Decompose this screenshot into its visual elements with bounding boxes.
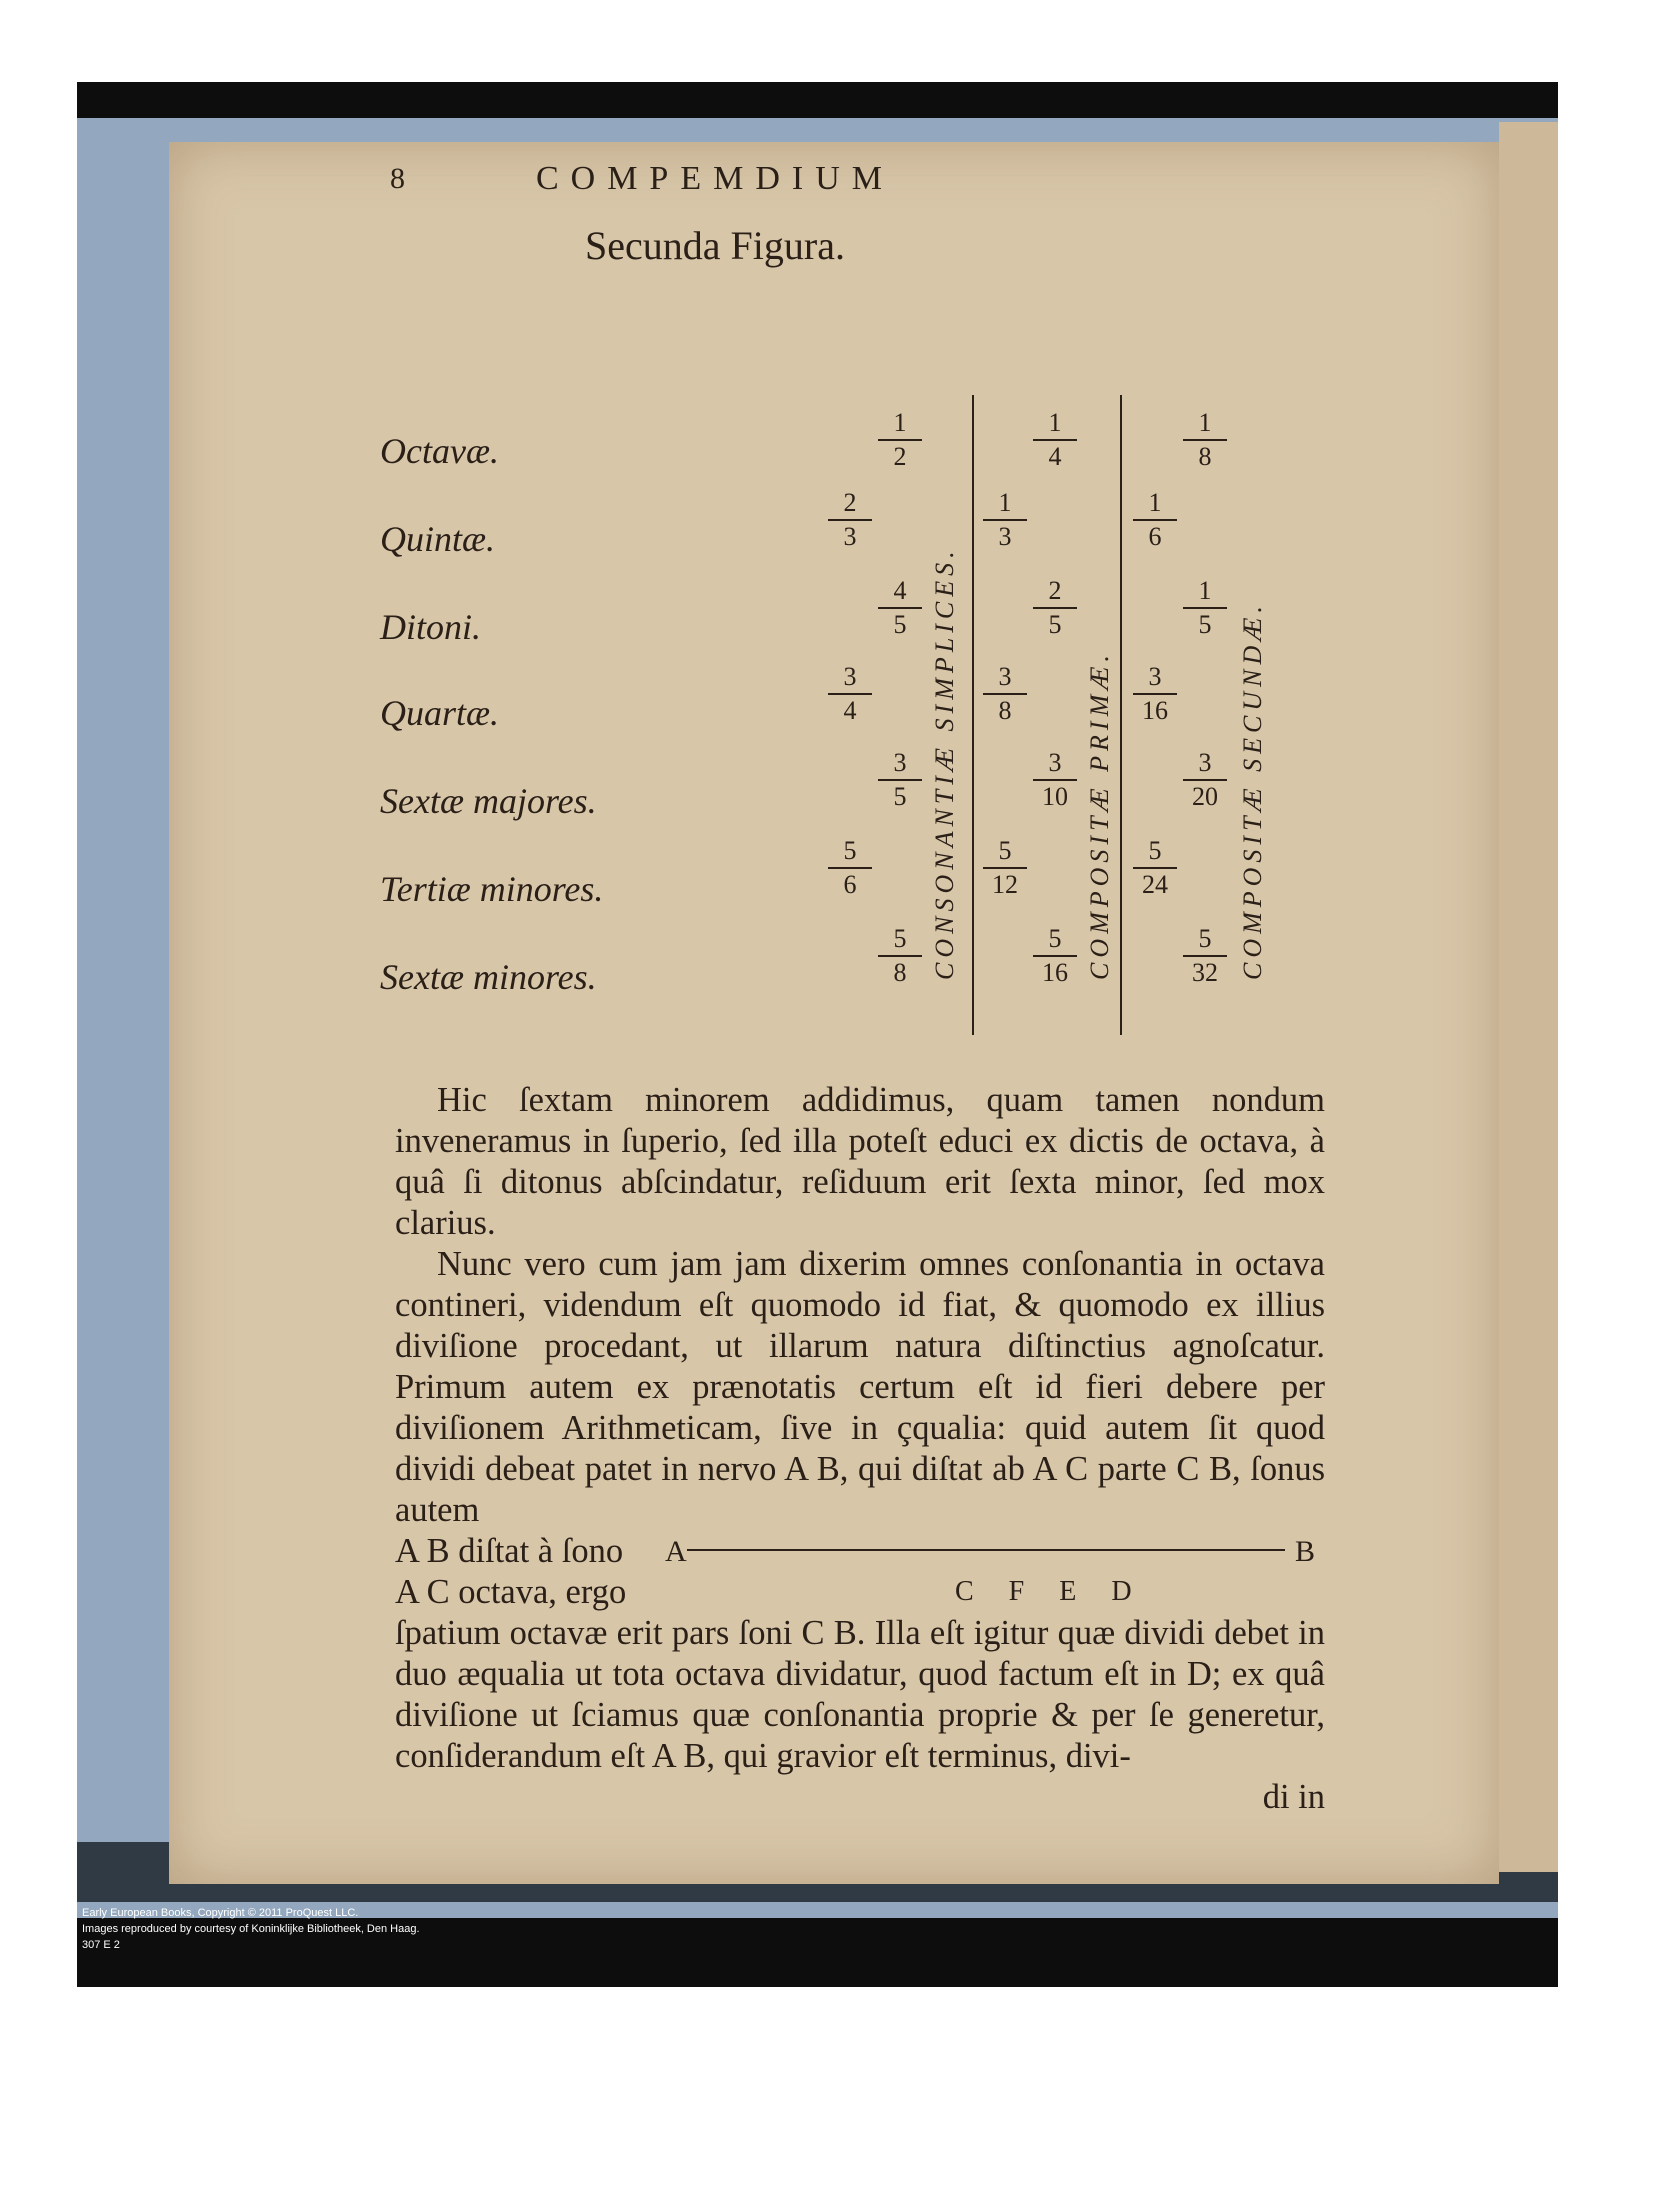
interval-label: Quintæ. — [380, 519, 496, 559]
ratio — [1025, 576, 1085, 640]
ratio — [1025, 408, 1085, 472]
ratio — [870, 748, 930, 812]
paragraph: ſpatium octavæ erit pars ſoni C B. Illa eſt igitur quæ dividi debet in duo æqualia ut tota octava dividatur, quod factum eſt in D; ex quâ diviſione ut ſciamus quæ conſonantia proprie & per ſe generetur, conſiderandum eſt A B, qui gravior eſt terminus, divi- — [395, 1614, 1325, 1775]
body-text — [395, 1080, 1325, 1818]
text-with-diagram — [395, 1531, 1325, 1613]
figure-title: Secunda Figura. — [585, 223, 845, 268]
ratio-term: 5 — [893, 782, 907, 811]
fraction-bar — [1183, 607, 1227, 609]
interval-label: Sextæ majores. — [380, 781, 597, 821]
fraction-bar — [1183, 439, 1227, 441]
ratio-term: 5 — [1048, 924, 1062, 953]
fraction-bar — [878, 607, 922, 609]
ratio-term: 5 — [1148, 836, 1162, 865]
diagram-division-labels: C F E D — [955, 1576, 1146, 1607]
ratio-term: 1 — [1148, 488, 1162, 517]
ratio-term: 1 — [998, 488, 1012, 517]
ratio-term: 3 — [1198, 748, 1212, 777]
ratio-term: 1 — [1048, 408, 1062, 437]
diagram-label-b: B — [1294, 1535, 1315, 1568]
ratio — [870, 924, 930, 988]
ratio — [1175, 924, 1235, 988]
fraction-bar — [828, 519, 872, 521]
ratio-term: 20 — [1192, 782, 1218, 811]
ratio-term: 3 — [893, 748, 907, 777]
ratio — [1025, 924, 1085, 988]
ratio-term: 1 — [1198, 408, 1212, 437]
fraction-bar — [983, 693, 1027, 695]
ratio-term: 5 — [893, 924, 907, 953]
side-line: A C octava, ergo — [395, 1573, 627, 1611]
ratio-term: 4 — [1048, 442, 1062, 471]
ratio-term: 1 — [893, 408, 907, 437]
fraction-bar — [878, 439, 922, 441]
footer-line: 307 E 2 — [82, 1939, 120, 1951]
fraction-bar — [828, 693, 872, 695]
ratio-term: 2 — [843, 488, 857, 517]
ratio-term: 2 — [893, 442, 907, 471]
facing-page-edge — [1499, 122, 1558, 1872]
ratio-term: 24 — [1142, 870, 1168, 899]
interval-label: Quartæ. — [380, 693, 500, 733]
ratio-term: 3 — [843, 662, 857, 691]
ratio — [1125, 488, 1185, 552]
string-diagram — [665, 1531, 1325, 1613]
ratio — [1175, 748, 1235, 812]
ratio — [820, 836, 880, 900]
ratio — [870, 576, 930, 640]
ratio — [870, 408, 930, 472]
string-line — [687, 1549, 1285, 1551]
interval-label: Ditoni. — [380, 607, 482, 647]
fraction-bar — [983, 867, 1027, 869]
ratio — [1175, 576, 1235, 640]
ratio-term: 5 — [1198, 610, 1212, 639]
fraction-bar — [1033, 955, 1077, 957]
ratio-term: 6 — [843, 870, 857, 899]
column-divider — [1120, 395, 1122, 1035]
ratio-term: 5 — [843, 836, 857, 865]
paragraph: Hic ſextam minorem addidimus, quam tamen nondum inveneramus in ſuperio, ſed illa poteſt educi ex dictis de octava, à quâ ſi ditonus abſcindatur, reſiduum erit ſexta minor, ſed mox clarius. — [395, 1081, 1325, 1242]
fraction-bar — [1033, 607, 1077, 609]
ratio-term: 6 — [1148, 522, 1162, 551]
ratio-term: 5 — [1198, 924, 1212, 953]
ratio — [1125, 836, 1185, 900]
fraction-bar — [878, 955, 922, 957]
ratio-term: 2 — [1048, 576, 1062, 605]
footer-line: Early European Books, Copyright © 2011 ProQuest LLC. — [82, 1907, 359, 1919]
ratio-term: 8 — [1198, 442, 1212, 471]
ratio-term: 5 — [893, 610, 907, 639]
running-header: COMPEMDIUM — [535, 160, 895, 197]
fraction-bar — [1183, 955, 1227, 957]
vertical-label-secunda: COMPOSITÆ SECUNDÆ. — [1238, 601, 1267, 980]
fraction-bar — [1133, 693, 1177, 695]
footer-line: Images reproduced by courtesy of Koninklijke Bibliotheek, Den Haag. — [82, 1923, 420, 1935]
ratio-term: 32 — [1192, 958, 1218, 987]
interval-label: Sextæ minores. — [380, 957, 597, 997]
ratio-term: 10 — [1042, 782, 1068, 811]
vertical-label-prima: COMPOSITÆ PRIMÆ. — [1085, 650, 1114, 980]
ratio-term: 8 — [998, 696, 1012, 725]
fraction-bar — [1133, 519, 1177, 521]
ratio-term: 5 — [1048, 610, 1062, 639]
copyright-footer — [82, 1905, 420, 1953]
fraction-bar — [1033, 779, 1077, 781]
vertical-label-simplices: CONSONANTIÆ SIMPLICES. — [930, 546, 959, 980]
fraction-bar — [828, 867, 872, 869]
ratio — [975, 488, 1035, 552]
ratio-term: 16 — [1042, 958, 1068, 987]
paragraph: Nunc vero cum jam jam dixerim omnes conſonantia in octava contineri, videndum eſt quomodo id fiat, & quomodo ex illius diviſione procedant, ut illarum natura diſtinctius agnoſcatur. Primum autem ex prænotatis certum eſt id fieri debere per diviſionem Arithmeticam, ſive in çqualia: quid autem ſit quod dividi debeat patet in nervo A B, qui diſtat ab A C parte C B, ſonus autem — [395, 1245, 1325, 1529]
ratio-term: 3 — [843, 522, 857, 551]
ratio-term: 5 — [998, 836, 1012, 865]
ratio — [820, 488, 880, 552]
ratio-term: 3 — [1148, 662, 1162, 691]
ratio-term: 12 — [992, 870, 1018, 899]
interval-label: Octavæ. — [380, 431, 499, 471]
ratio — [1175, 408, 1235, 472]
ratio-term: 4 — [843, 696, 857, 725]
fraction-bar — [983, 519, 1027, 521]
ratio — [975, 836, 1035, 900]
fraction-bar — [878, 779, 922, 781]
ratio-term: 16 — [1142, 696, 1168, 725]
fraction-bar — [1033, 439, 1077, 441]
ratio — [975, 662, 1035, 726]
ratio — [820, 662, 880, 726]
side-line: A B diſtat à ſono — [395, 1532, 624, 1570]
ratio-term: 3 — [998, 662, 1012, 691]
ratio — [1125, 662, 1185, 726]
page-number: 8 — [390, 162, 405, 195]
fraction-bar — [1133, 867, 1177, 869]
interval-label: Tertiæ minores. — [380, 869, 604, 909]
fraction-bar — [1183, 779, 1227, 781]
ratio-term: 1 — [1198, 576, 1212, 605]
ratio-term: 3 — [998, 522, 1012, 551]
column-divider — [972, 395, 974, 1035]
ratio-term: 4 — [893, 576, 907, 605]
ratio — [1025, 748, 1085, 812]
ratio-term: 3 — [1048, 748, 1062, 777]
ratio-term: 8 — [893, 958, 907, 987]
diagram-label-a: A — [665, 1535, 687, 1568]
side-text — [395, 1531, 665, 1613]
catchword: di in — [1262, 1778, 1325, 1816]
